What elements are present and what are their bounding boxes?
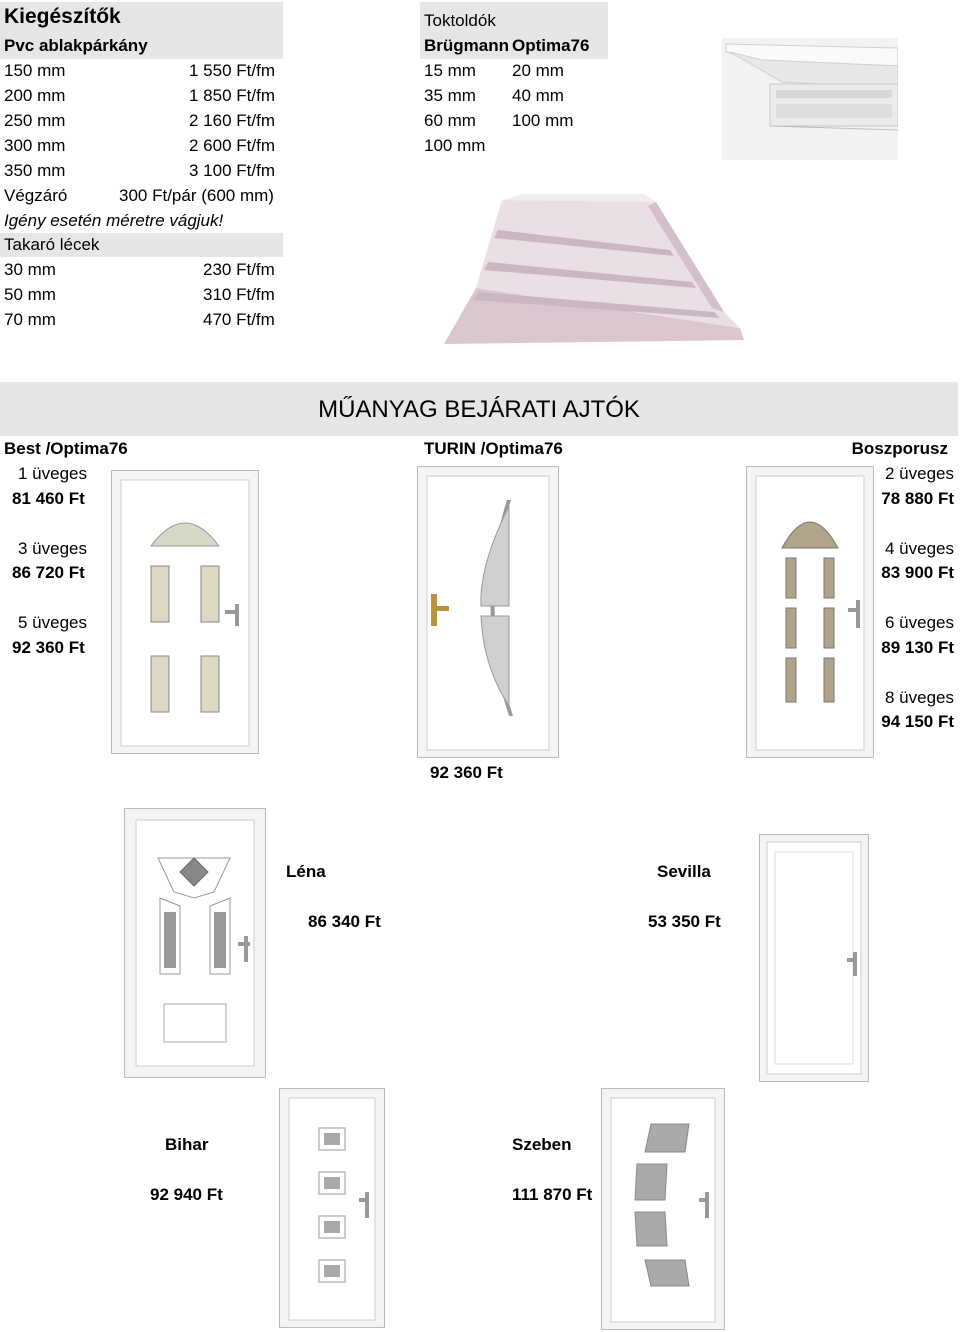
best-glass-option: 1 üveges: [18, 464, 87, 483]
sevilla-door-image: [759, 834, 869, 1082]
cover-heading: Takaró lécek: [4, 235, 100, 254]
brugmann-size: 60 mm: [424, 111, 476, 130]
best-glass-option: 5 üveges: [18, 613, 87, 632]
boszporusz-price: 83 900 Ft: [881, 563, 954, 582]
boszporusz-price: 94 150 Ft: [881, 712, 954, 731]
best-price: 81 460 Ft: [12, 489, 85, 508]
sill-size: 200 mm: [4, 86, 66, 105]
sill-size: 250 mm: [4, 111, 66, 130]
boszporusz-price: 78 880 Ft: [881, 489, 954, 508]
bihar-door-name: Bihar: [165, 1135, 209, 1154]
sill-size: 350 mm: [4, 161, 66, 180]
endcap-label: Végzáró: [4, 186, 68, 205]
brugmann-heading: Brügmann: [424, 36, 509, 55]
szeben-door-name: Szeben: [512, 1135, 572, 1154]
bihar-price: 92 940 Ft: [150, 1185, 223, 1204]
cover-size: 50 mm: [4, 285, 56, 304]
boszporusz-price: 89 130 Ft: [881, 638, 954, 657]
optima-size: 20 mm: [512, 61, 564, 80]
boszporusz-glass-option: 8 üveges: [885, 688, 954, 707]
cover-price: 470 Ft/fm: [203, 310, 275, 329]
sevilla-price: 53 350 Ft: [648, 912, 721, 931]
szeben-door-image: [601, 1088, 725, 1330]
cover-size: 30 mm: [4, 260, 56, 279]
boszporusz-glass-option: 2 üveges: [885, 464, 954, 483]
cover-price: 230 Ft/fm: [203, 260, 275, 279]
optima-size: 40 mm: [512, 86, 564, 105]
optima-heading: Optima76: [512, 36, 590, 55]
extensions-title: Toktoldók: [424, 11, 496, 30]
sill-price: 2 600 Ft/fm: [189, 136, 275, 155]
turin-price: 92 360 Ft: [430, 763, 503, 782]
cut-note: Igény esetén méretre vágjuk!: [4, 211, 224, 230]
boszporusz-door-image: [746, 466, 874, 758]
best-price: 86 720 Ft: [12, 563, 85, 582]
extension-profile-image: [722, 38, 898, 160]
bihar-door-image: [279, 1088, 385, 1328]
sill-size: 300 mm: [4, 136, 66, 155]
accessories-title: Kiegészítők: [4, 5, 121, 28]
window-sill-image: [444, 192, 744, 348]
endcap-price: 300 Ft/pár (600 mm): [119, 186, 274, 205]
sill-price: 2 160 Ft/fm: [189, 111, 275, 130]
turin-door-name: TURIN /Optima76: [424, 439, 563, 458]
sevilla-door-name: Sevilla: [657, 862, 711, 881]
lena-door-image: [124, 808, 266, 1078]
lena-price: 86 340 Ft: [308, 912, 381, 931]
best-price: 92 360 Ft: [12, 638, 85, 657]
sill-price: 1 550 Ft/fm: [189, 61, 275, 80]
brugmann-size: 35 mm: [424, 86, 476, 105]
sill-size: 150 mm: [4, 61, 66, 80]
best-door-image: [111, 470, 259, 754]
doors-section-title: MŰANYAG BEJÁRATI AJTÓK: [318, 396, 640, 423]
cover-price: 310 Ft/fm: [203, 285, 275, 304]
turin-door-image: [417, 466, 559, 758]
szeben-price: 111 870 Ft: [512, 1185, 593, 1204]
boszporusz-glass-option: 4 üveges: [885, 539, 954, 558]
optima-size: 100 mm: [512, 111, 574, 130]
best-door-name: Best /Optima76: [4, 439, 128, 458]
best-glass-option: 3 üveges: [18, 539, 87, 558]
boszporusz-door-name: Boszporusz: [851, 439, 948, 458]
boszporusz-glass-option: 6 üveges: [885, 613, 954, 632]
brugmann-size: 100 mm: [424, 136, 486, 155]
sill-price: 1 850 Ft/fm: [189, 86, 275, 105]
cover-size: 70 mm: [4, 310, 56, 329]
lena-door-name: Léna: [286, 862, 326, 881]
sill-heading: Pvc ablakpárkány: [4, 36, 148, 55]
sill-price: 3 100 Ft/fm: [189, 161, 275, 180]
brugmann-size: 15 mm: [424, 61, 476, 80]
